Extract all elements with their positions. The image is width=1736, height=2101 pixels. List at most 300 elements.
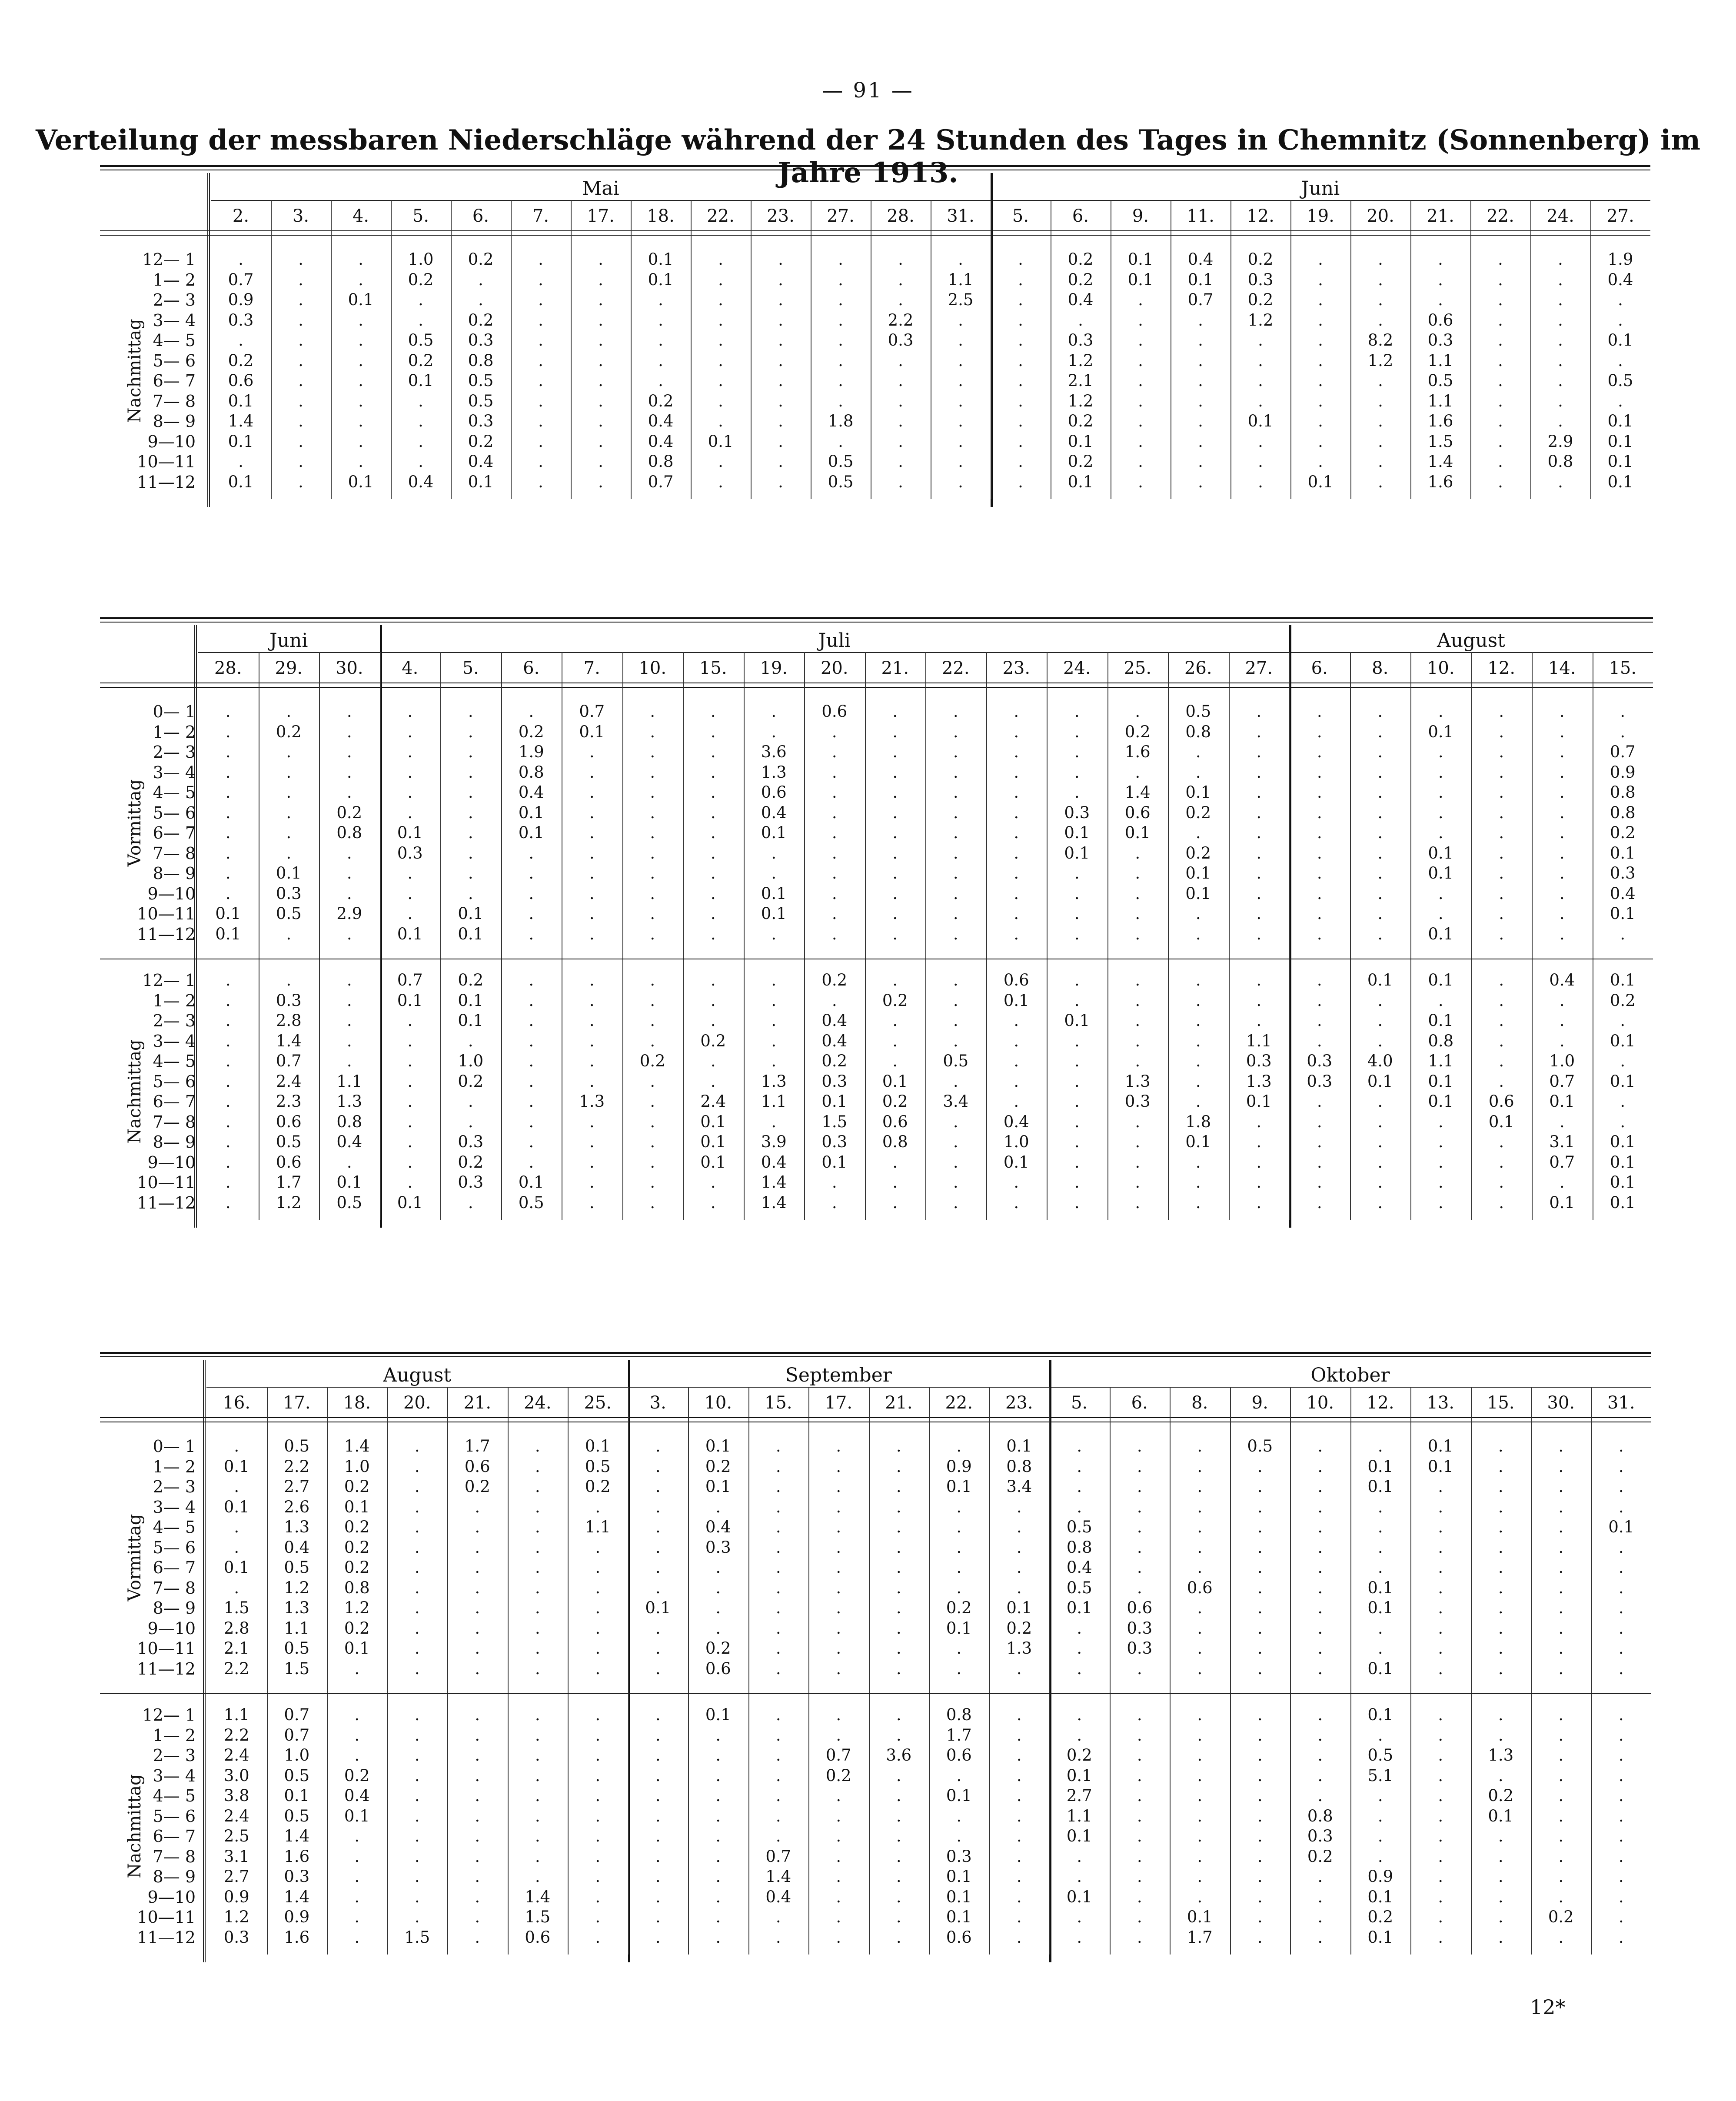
table-cell: . bbox=[650, 1092, 655, 1111]
table-cell: . bbox=[414, 1618, 420, 1638]
table-cell: . bbox=[1438, 1639, 1443, 1658]
hour-label: 7— 8 bbox=[153, 843, 196, 863]
table-cell: . bbox=[595, 1497, 601, 1516]
table-cell: . bbox=[1138, 432, 1143, 451]
table-cell: . bbox=[346, 971, 352, 989]
table-cell: 0.7 bbox=[579, 702, 605, 721]
table-cell: . bbox=[898, 432, 903, 451]
table-cell: . bbox=[1317, 1173, 1322, 1192]
table-cell: . bbox=[1197, 1847, 1203, 1866]
hour-label: 2— 3 bbox=[153, 1746, 196, 1765]
table-cell: 0.7 bbox=[648, 472, 674, 491]
table-cell: . bbox=[598, 331, 603, 350]
table-cell: . bbox=[595, 1786, 601, 1805]
table-cell: . bbox=[1317, 1928, 1323, 1947]
table-cell: . bbox=[1498, 1518, 1503, 1536]
day-header: 28. bbox=[887, 206, 915, 226]
table-cell: 0.1 bbox=[458, 904, 484, 923]
table-cell: . bbox=[298, 351, 303, 370]
table-cell: . bbox=[838, 351, 843, 370]
table-cell: . bbox=[958, 250, 963, 269]
table-cell: . bbox=[1016, 1806, 1022, 1825]
table-cell: . bbox=[1074, 971, 1080, 989]
table-cell: . bbox=[1195, 1052, 1201, 1070]
table-cell: . bbox=[896, 1578, 901, 1597]
table-cell: . bbox=[529, 1132, 534, 1151]
table-cell: 0.1 bbox=[1066, 1598, 1092, 1617]
table-cell: 1.6 bbox=[1427, 412, 1453, 430]
day-header: 6. bbox=[523, 658, 540, 678]
table-cell: . bbox=[1618, 1725, 1624, 1745]
table-cell: . bbox=[1620, 702, 1626, 721]
day-header: 21. bbox=[463, 1393, 492, 1413]
hour-label: 4— 5 bbox=[153, 1518, 196, 1537]
table-cell: . bbox=[1498, 1766, 1503, 1785]
table-cell: . bbox=[1317, 1618, 1323, 1638]
table-cell: . bbox=[1137, 1786, 1142, 1805]
table-cell: 0.9 bbox=[223, 1887, 249, 1906]
day-header: 22. bbox=[1487, 206, 1514, 226]
table-cell: . bbox=[1078, 310, 1083, 330]
table-cell: . bbox=[953, 924, 958, 943]
table-cell: . bbox=[468, 702, 473, 721]
table-cell: 0.5 bbox=[276, 904, 302, 923]
table-cell: . bbox=[1378, 310, 1383, 330]
table-cell: . bbox=[771, 843, 777, 862]
table-cell: . bbox=[1257, 1928, 1263, 1947]
table-cell: . bbox=[1499, 864, 1504, 882]
table-cell: . bbox=[589, 1193, 595, 1212]
table-cell: . bbox=[658, 351, 663, 370]
table-cell: 2.4 bbox=[700, 1092, 726, 1111]
table-cell: 0.1 bbox=[821, 1092, 848, 1111]
table-cell: . bbox=[538, 472, 543, 491]
table-cell: . bbox=[1197, 1887, 1203, 1906]
table-cell: . bbox=[953, 884, 958, 903]
table-cell: . bbox=[589, 884, 595, 903]
table-cell: . bbox=[529, 702, 534, 721]
table-cell: . bbox=[1438, 290, 1443, 309]
table-cell: . bbox=[1077, 1705, 1082, 1724]
table-cell: . bbox=[1257, 1786, 1263, 1805]
table-cell: . bbox=[1498, 1867, 1503, 1886]
table-cell: . bbox=[778, 331, 783, 350]
table-cell: . bbox=[354, 1867, 360, 1886]
table-cell: 1.0 bbox=[1003, 1132, 1029, 1151]
table-cell: 0.1 bbox=[946, 1867, 972, 1886]
table-cell: 0.2 bbox=[344, 1618, 370, 1638]
table-cell: . bbox=[1135, 843, 1141, 862]
table-cell: . bbox=[1559, 1112, 1565, 1131]
table-cell: . bbox=[1016, 1497, 1022, 1516]
table-cell: . bbox=[1018, 310, 1023, 330]
table-cell: 0.3 bbox=[1127, 1618, 1153, 1638]
table-cell: . bbox=[1559, 1031, 1565, 1050]
table-cell: 1.7 bbox=[1187, 1928, 1213, 1947]
table-cell: 0.9 bbox=[1367, 1867, 1393, 1886]
table-cell: . bbox=[710, 702, 716, 721]
table-cell: . bbox=[535, 1457, 540, 1476]
table-cell: . bbox=[1257, 1887, 1263, 1906]
table-cell: . bbox=[407, 884, 413, 903]
table-cell: 1.6 bbox=[1124, 743, 1151, 761]
table-cell: . bbox=[1498, 310, 1503, 330]
table-cell: . bbox=[1197, 1618, 1203, 1638]
table-cell: . bbox=[1318, 250, 1323, 269]
table-cell: 0.1 bbox=[1607, 412, 1633, 430]
table-cell: . bbox=[956, 1639, 962, 1658]
table-cell: 1.8 bbox=[1185, 1112, 1211, 1131]
table-cell: 1.1 bbox=[1427, 351, 1453, 370]
table-cell: . bbox=[896, 1618, 901, 1638]
table-cell: . bbox=[710, 743, 716, 761]
table-cell: . bbox=[1317, 743, 1322, 761]
table-cell: . bbox=[1257, 1806, 1263, 1825]
table-cell: . bbox=[1138, 472, 1143, 491]
table-cell: . bbox=[468, 722, 473, 741]
table-cell: . bbox=[775, 1806, 781, 1825]
table-cell: 1.8 bbox=[828, 412, 854, 430]
table-cell: . bbox=[1378, 472, 1383, 491]
table-cell: 0.1 bbox=[1610, 1072, 1636, 1091]
table-cell: 4.0 bbox=[1367, 1052, 1393, 1070]
table-cell: . bbox=[225, 702, 231, 721]
table-cell: 0.1 bbox=[1610, 1132, 1636, 1151]
table-cell: . bbox=[225, 1011, 231, 1030]
table-cell: . bbox=[1256, 991, 1262, 1010]
hour-label: 3— 4 bbox=[153, 310, 196, 330]
table-cell: 0.3 bbox=[821, 1132, 848, 1151]
table-cell: . bbox=[650, 904, 655, 923]
table-cell: . bbox=[1318, 290, 1323, 309]
hour-label: 9—10 bbox=[147, 432, 196, 451]
table-cell: 0.5 bbox=[1185, 702, 1211, 721]
table-cell: . bbox=[958, 412, 963, 430]
table-cell: . bbox=[1014, 783, 1019, 802]
table-cell: . bbox=[225, 1092, 231, 1111]
table-cell: . bbox=[1197, 1725, 1203, 1745]
table-cell: . bbox=[234, 1477, 239, 1496]
table-cell: 0.1 bbox=[1064, 1011, 1090, 1030]
table-cell: . bbox=[1558, 472, 1563, 491]
day-header: 24. bbox=[1063, 658, 1091, 678]
table-cell: 1.4 bbox=[765, 1867, 792, 1886]
table-cell: . bbox=[1499, 1072, 1504, 1091]
table-cell: . bbox=[836, 1538, 841, 1557]
table-cell: . bbox=[892, 1173, 898, 1192]
table-cell: . bbox=[1256, 971, 1262, 989]
table-cell: . bbox=[1317, 1639, 1323, 1658]
table-cell: . bbox=[1077, 1725, 1082, 1745]
table-cell: . bbox=[535, 1497, 540, 1516]
table-cell: . bbox=[1377, 1173, 1383, 1192]
table-cell: . bbox=[650, 743, 655, 761]
table-cell: . bbox=[475, 1867, 480, 1886]
table-cell: . bbox=[1438, 1806, 1443, 1825]
table-cell: . bbox=[1498, 1618, 1503, 1638]
table-cell: . bbox=[1074, 991, 1080, 1010]
table-cell: 0.6 bbox=[1124, 803, 1151, 822]
table-cell: 0.1 bbox=[1064, 843, 1090, 862]
table-cell: . bbox=[346, 991, 352, 1010]
table-cell: . bbox=[1438, 1558, 1443, 1577]
table-cell: . bbox=[1558, 371, 1563, 390]
day-header: 12. bbox=[1247, 206, 1274, 226]
table-cell: . bbox=[225, 1112, 231, 1131]
table-cell: . bbox=[1135, 864, 1141, 882]
table-cell: . bbox=[650, 1112, 655, 1131]
table-cell: . bbox=[1618, 1558, 1624, 1577]
hour-label: 5— 6 bbox=[153, 803, 196, 822]
table-cell: 1.1 bbox=[284, 1618, 310, 1638]
table-cell: . bbox=[354, 1705, 360, 1724]
table-cell: 0.4 bbox=[648, 432, 674, 451]
table-cell: . bbox=[650, 1152, 655, 1172]
table-cell: 0.8 bbox=[1307, 1806, 1333, 1825]
table-cell: . bbox=[475, 1847, 480, 1866]
table-cell: . bbox=[529, 991, 534, 1010]
table-cell: 0.3 bbox=[1427, 331, 1453, 350]
table-cell: 0.1 bbox=[397, 991, 423, 1010]
table-cell: 0.2 bbox=[585, 1477, 611, 1496]
table-cell: . bbox=[414, 1786, 420, 1805]
table-cell: 0.9 bbox=[946, 1457, 972, 1476]
table-cell: 0.1 bbox=[1428, 1092, 1454, 1111]
hour-label: 10—11 bbox=[137, 1639, 196, 1658]
table-cell: . bbox=[414, 1847, 420, 1866]
table-cell: . bbox=[407, 904, 413, 923]
table-cell: 0.8 bbox=[648, 452, 674, 471]
table-cell: 0.4 bbox=[648, 412, 674, 430]
table-cell: . bbox=[1558, 1538, 1564, 1557]
table-cell: . bbox=[1016, 1847, 1022, 1866]
table-cell: . bbox=[1077, 1867, 1082, 1886]
table-cell: 0.1 bbox=[1068, 432, 1094, 451]
table-cell: . bbox=[286, 803, 292, 822]
table-cell: 0.4 bbox=[468, 452, 494, 471]
table-cell: . bbox=[1137, 1705, 1142, 1724]
table-cell: . bbox=[1197, 1437, 1203, 1455]
table-cell: . bbox=[1438, 1132, 1443, 1151]
table-cell: . bbox=[655, 1847, 661, 1866]
table-cell: 1.1 bbox=[948, 270, 974, 289]
hour-label: 0— 1 bbox=[153, 702, 196, 721]
table-mai-juni bbox=[100, 165, 1660, 508]
table-cell: . bbox=[1256, 1112, 1262, 1131]
table-cell: 1.5 bbox=[284, 1659, 310, 1678]
table-cell: . bbox=[1257, 1618, 1263, 1638]
table-cell: . bbox=[1499, 783, 1504, 802]
table-cell: . bbox=[1074, 1072, 1080, 1091]
table-cell: 0.2 bbox=[1307, 1847, 1333, 1866]
table-cell: . bbox=[589, 1011, 595, 1030]
table-cell: 0.3 bbox=[458, 1132, 484, 1151]
day-header: 6. bbox=[1072, 206, 1089, 226]
table-cell: . bbox=[831, 823, 837, 842]
table-cell: . bbox=[1137, 1659, 1142, 1678]
table-cell: 2.9 bbox=[1547, 432, 1573, 451]
table-cell: 0.1 bbox=[1367, 1578, 1393, 1597]
table-cell: . bbox=[418, 432, 423, 451]
table-cell: . bbox=[538, 371, 543, 390]
table-cell: . bbox=[1317, 864, 1322, 882]
table-cell: . bbox=[1074, 743, 1080, 761]
table-cell: . bbox=[1138, 331, 1143, 350]
table-cell: 0.8 bbox=[946, 1705, 972, 1724]
table-cell: . bbox=[953, 762, 958, 782]
table-cell: 1.4 bbox=[228, 412, 254, 430]
table-cell: . bbox=[1498, 1558, 1503, 1577]
hour-label: 1— 2 bbox=[153, 722, 196, 742]
hour-label: 8— 9 bbox=[153, 1132, 196, 1152]
table-cell: . bbox=[1257, 1867, 1263, 1886]
table-cell: . bbox=[1558, 1766, 1564, 1785]
table-cell: . bbox=[1258, 452, 1263, 471]
table-cell: 1.1 bbox=[223, 1705, 249, 1724]
table-cell: . bbox=[407, 864, 413, 882]
table-cell: . bbox=[529, 1072, 534, 1091]
table-cell: . bbox=[650, 1173, 655, 1192]
table-cell: . bbox=[771, 1031, 777, 1050]
table-cell: . bbox=[1018, 432, 1023, 451]
table-cell: . bbox=[1498, 412, 1503, 430]
table-cell: . bbox=[1195, 823, 1201, 842]
table-cell: 0.1 bbox=[223, 1457, 249, 1476]
table-cell: 1.3 bbox=[1246, 1072, 1272, 1091]
table-cell: . bbox=[595, 1908, 601, 1926]
table-cell: . bbox=[953, 864, 958, 882]
hour-label: 4— 5 bbox=[153, 1052, 196, 1071]
table-cell: . bbox=[475, 1578, 480, 1597]
table-cell: 0.1 bbox=[344, 1806, 370, 1825]
table-cell: . bbox=[538, 310, 543, 330]
hour-label: 11—12 bbox=[137, 1928, 196, 1947]
table-cell: . bbox=[1137, 1558, 1142, 1577]
table-cell: . bbox=[225, 1173, 231, 1192]
day-header: 5. bbox=[462, 658, 479, 678]
header-bottom-rule-inner bbox=[100, 235, 1650, 236]
table-cell: . bbox=[1258, 432, 1263, 451]
table-cell: . bbox=[1016, 1867, 1022, 1886]
table-cell: . bbox=[1499, 702, 1504, 721]
table-cell: 0.3 bbox=[223, 1928, 249, 1947]
table-cell: 0.5 bbox=[943, 1052, 969, 1070]
table-cell: 0.2 bbox=[468, 250, 494, 269]
table-cell: . bbox=[414, 1725, 420, 1745]
table-cell: 0.1 bbox=[468, 472, 494, 491]
table-cell: 0.1 bbox=[1006, 1437, 1032, 1455]
table-cell: . bbox=[838, 432, 843, 451]
table-cell: 0.3 bbox=[1127, 1639, 1153, 1658]
table-cell: . bbox=[1620, 1011, 1626, 1030]
table-cell: 1.1 bbox=[1428, 1052, 1454, 1070]
table-cell: 0.6 bbox=[882, 1112, 908, 1131]
table-cell: . bbox=[1317, 1477, 1323, 1496]
table-cell: . bbox=[1438, 1578, 1443, 1597]
table-cell: 1.3 bbox=[1488, 1746, 1514, 1765]
day-header: 15. bbox=[764, 1393, 792, 1413]
table-cell: . bbox=[589, 783, 595, 802]
table-cell: 0.2 bbox=[228, 351, 254, 370]
table-cell: . bbox=[407, 722, 413, 741]
table-cell: . bbox=[1014, 1011, 1019, 1030]
table-cell: . bbox=[956, 1558, 962, 1577]
day-header: 22. bbox=[945, 1393, 973, 1413]
table-cell: . bbox=[414, 1598, 420, 1617]
table-cell: 0.4 bbox=[1066, 1558, 1092, 1577]
table-cell: . bbox=[358, 452, 363, 471]
table-cell: . bbox=[1256, 904, 1262, 923]
table-cell: . bbox=[1499, 803, 1504, 822]
table-cell: . bbox=[1377, 1558, 1383, 1577]
table-cell: 1.4 bbox=[1124, 783, 1151, 802]
hour-label: 12— 1 bbox=[142, 250, 196, 269]
hour-label: 11—12 bbox=[137, 924, 196, 944]
table-cell: . bbox=[1074, 762, 1080, 782]
table-cell: . bbox=[1016, 1578, 1022, 1597]
table-cell: . bbox=[1377, 722, 1383, 741]
table-cell: . bbox=[1377, 1437, 1383, 1455]
table-cell: 0.1 bbox=[397, 924, 423, 943]
table-cell: 2.2 bbox=[223, 1725, 249, 1745]
table-cell: . bbox=[475, 1618, 480, 1638]
day-header: 5. bbox=[1012, 206, 1029, 226]
table-cell: 0.3 bbox=[397, 843, 423, 862]
table-cell: 0.1 bbox=[1367, 1659, 1393, 1678]
table-cell: . bbox=[414, 1437, 420, 1455]
table-cell: . bbox=[1317, 1578, 1323, 1597]
hour-label: 6— 7 bbox=[153, 1092, 196, 1111]
table-cell: . bbox=[1074, 1112, 1080, 1131]
table-cell: 0.5 bbox=[408, 331, 434, 350]
section-label: Vormittag bbox=[125, 1514, 145, 1602]
table-cell: . bbox=[1137, 1497, 1142, 1516]
day-header: 27. bbox=[1245, 658, 1273, 678]
table-cell: . bbox=[718, 270, 723, 289]
table-cell: 0.4 bbox=[1549, 971, 1575, 989]
table-cell: . bbox=[1377, 1786, 1383, 1805]
table-cell: . bbox=[1317, 1538, 1323, 1557]
table-cell: 0.8 bbox=[1006, 1457, 1032, 1476]
table-cell: 0.5 bbox=[336, 1193, 362, 1212]
table-cell: . bbox=[1438, 250, 1443, 269]
table-cell: . bbox=[715, 1847, 721, 1866]
table-cell: . bbox=[1618, 391, 1623, 410]
table-cell: 0.8 bbox=[518, 762, 544, 782]
table-cell: . bbox=[346, 1031, 352, 1050]
table-cell: . bbox=[1014, 823, 1019, 842]
table-cell: 0.7 bbox=[284, 1725, 310, 1745]
table-cell: . bbox=[535, 1786, 540, 1805]
table-cell: . bbox=[1498, 391, 1503, 410]
table-cell: . bbox=[589, 843, 595, 862]
table-cell: . bbox=[1317, 1746, 1323, 1765]
table-cell: 0.5 bbox=[518, 1193, 544, 1212]
table-cell: . bbox=[1558, 1827, 1564, 1845]
table-cell: . bbox=[710, 843, 716, 862]
table-cell: . bbox=[595, 1538, 601, 1557]
table-cell: . bbox=[1559, 884, 1565, 903]
table-cell: . bbox=[1377, 1725, 1383, 1745]
table-cell: . bbox=[529, 1152, 534, 1172]
table-cell: . bbox=[771, 722, 777, 741]
table-cell: . bbox=[836, 1558, 841, 1577]
table-cell: . bbox=[836, 1618, 841, 1638]
table-cell: . bbox=[1074, 702, 1080, 721]
table-cell: . bbox=[538, 391, 543, 410]
table-cell: . bbox=[710, 803, 716, 822]
table-cell: . bbox=[1438, 1659, 1443, 1678]
